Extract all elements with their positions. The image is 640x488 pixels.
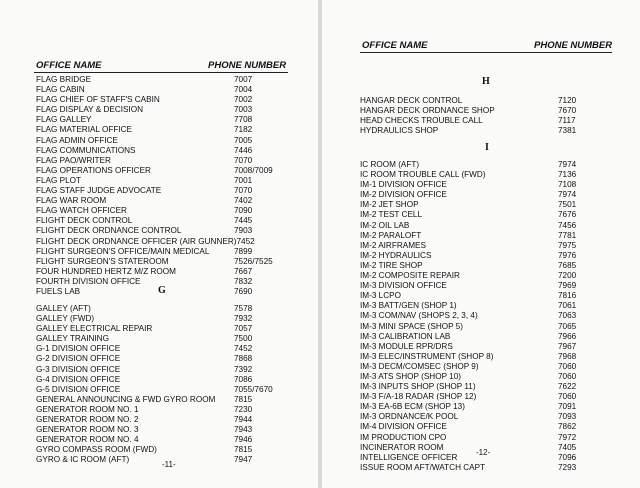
office-name: IM-3 CALIBRATION LAB	[360, 331, 451, 341]
phone-number: 7943	[234, 425, 253, 435]
phone-number: 7667	[234, 266, 253, 276]
office-name: FLIGHT DECK ORDNANCE OFFICER (AIR GUNNER)	[36, 236, 237, 246]
directory-entry	[360, 221, 604, 231]
office-name: HANGAR DECK CONTROL	[360, 96, 463, 105]
phone-number: 7670	[558, 106, 577, 116]
phone-number: 7001	[234, 175, 253, 185]
office-name: GENERATOR ROOM NO. 4	[36, 435, 139, 445]
phone-number: 7944	[234, 415, 253, 425]
directory-entry	[36, 304, 280, 314]
directory-entry	[36, 415, 280, 425]
directory-entry	[360, 200, 604, 210]
office-name: IM-4 DIVISION OFFICE	[360, 422, 447, 432]
directory-entry	[360, 170, 604, 180]
directory-entry	[360, 422, 604, 432]
directory-entry	[360, 231, 604, 241]
phone-number: 7781	[558, 230, 577, 240]
office-name: IM-2 DIVISION OFFICE	[360, 190, 447, 200]
phone-number: 7070	[234, 155, 253, 165]
office-name: IM-3 INPUTS SHOP (SHOP 11)	[360, 382, 476, 392]
phone-number: 7815	[234, 394, 253, 404]
directory-entry	[360, 190, 604, 200]
office-name: IM-3 DIVISION OFFICE	[360, 281, 447, 291]
office-name: FOURTH DIVISION OFFICE	[36, 276, 141, 286]
office-name: IM-2 PARALOFT	[360, 230, 422, 240]
office-name: GENERATOR ROOM NO. 2	[36, 415, 139, 425]
directory-entry	[360, 392, 604, 402]
office-name: IM-3 ORDNANCE/K POOL	[360, 412, 459, 422]
directory-entry	[360, 433, 604, 443]
office-name: IM PRODUCTION CPO	[360, 432, 447, 442]
office-name: IM-3 ELEC/INSTRUMENT (SHOP 8)	[360, 351, 494, 361]
phone-number: 7293	[558, 462, 577, 472]
office-name-header: OFFICE NAME	[36, 60, 102, 71]
phone-number: 7120	[558, 96, 577, 105]
directory-entry	[36, 237, 280, 247]
phone-number: 7063	[558, 311, 577, 321]
directory-entry	[36, 314, 280, 324]
header-rule	[360, 52, 612, 53]
office-name: GALLEY (AFT)	[36, 304, 91, 313]
directory-entry	[360, 382, 604, 392]
directory-list-h	[360, 96, 604, 136]
directory-entry	[36, 445, 280, 455]
phone-number: 7868	[234, 354, 253, 364]
phone-number: 7060	[558, 392, 577, 402]
directory-entry	[360, 322, 604, 332]
office-name: HEAD CHECKS TROUBLE CALL	[360, 116, 483, 126]
directory-entry	[360, 372, 604, 382]
directory-entry	[36, 257, 280, 267]
phone-number: 7117	[558, 116, 576, 126]
office-name: FLIGHT DECK ORDNANCE CONTROL	[36, 226, 182, 236]
directory-entry	[36, 146, 280, 156]
directory-entry	[360, 160, 604, 170]
office-name: G-1 DIVISION OFFICE	[36, 344, 121, 354]
directory-entry	[360, 332, 604, 342]
directory-entry	[36, 344, 280, 354]
office-name: FLAG COMMUNICATIONS	[36, 145, 136, 155]
phone-number: 7903	[234, 226, 253, 236]
phone-number: 7976	[558, 250, 577, 260]
phone-number: 7182	[234, 125, 253, 135]
office-name: IM-3 MODULE RPR/DRS	[360, 341, 453, 351]
directory-entry	[36, 365, 280, 375]
phone-number: 7230	[234, 404, 253, 414]
directory-entry	[36, 395, 280, 405]
directory-entry	[36, 125, 280, 135]
office-name: G-2 DIVISION OFFICE	[36, 354, 121, 364]
directory-entry	[360, 271, 604, 281]
office-name: IM-3 COM/NAV (SHOPS 2, 3, 4)	[360, 311, 478, 321]
office-name: GENERATOR ROOM NO. 1	[36, 404, 139, 414]
phone-number: 7975	[558, 240, 577, 250]
office-name: FLIGHT SURGEON'S OFFICE/MAIN MEDICAL	[36, 246, 210, 256]
phone-number: 7070	[234, 186, 253, 196]
office-name: IM-3 MINI SPACE (SHOP 5)	[360, 321, 463, 331]
phone-number: 7622	[558, 382, 577, 392]
directory-entry	[36, 435, 280, 445]
phone-number: 7501	[558, 200, 577, 210]
office-name: FOUR HUNDRED HERTZ M/Z ROOM	[36, 266, 176, 276]
office-name: IM-2 OIL LAB	[360, 220, 410, 230]
office-name: FLAG CHIEF OF STAFF'S CABIN	[36, 95, 160, 105]
office-name: HANGAR DECK ORDNANCE SHOP	[360, 106, 495, 116]
directory-entry	[36, 247, 280, 257]
phone-number: 7008/7009	[234, 165, 273, 175]
section-letter-i: I	[485, 142, 489, 153]
office-name: FLIGHT DECK CONTROL	[36, 216, 133, 226]
office-name: INCINERATOR ROOM	[360, 442, 444, 452]
phone-number: 7405	[558, 442, 577, 452]
directory-entry	[36, 334, 280, 344]
directory-entry	[36, 354, 280, 364]
directory-list-i	[360, 160, 604, 473]
directory-entry	[360, 116, 604, 126]
directory-entry	[360, 261, 604, 271]
phone-number: 7456	[558, 220, 577, 230]
phone-number: 7676	[558, 210, 577, 220]
phone-number: 7862	[558, 422, 577, 432]
office-name: FLAG MATERIAL OFFICE	[36, 125, 132, 135]
phone-number: 7060	[558, 361, 577, 371]
office-name: FLAG OPERATIONS OFFICER	[36, 165, 151, 175]
phone-number: 7452	[236, 236, 255, 246]
office-name: HYDRAULICS SHOP	[360, 126, 439, 136]
directory-entry	[360, 402, 604, 412]
left-page	[0, 0, 318, 488]
office-name: IM-3 EA-6B ECM (SHOP 13)	[360, 402, 465, 412]
office-name: GYRO COMPASS ROOM (FWD)	[36, 445, 157, 455]
phone-number: 7090	[234, 206, 253, 216]
phone-number: 7200	[558, 271, 577, 281]
phone-number: 7445	[234, 216, 253, 226]
phone-number: 7969	[558, 281, 577, 291]
phone-number: 7093	[558, 412, 577, 422]
phone-number: 7065	[558, 321, 577, 331]
office-name: IC ROOM TROUBLE CALL (FWD)	[360, 170, 486, 180]
office-name: IM-3 ATS SHOP (SHOP 10)	[360, 371, 462, 381]
phone-number: 7003	[234, 105, 253, 115]
phone-number-header: PHONE NUMBER	[534, 40, 613, 51]
office-name: FLAG BRIDGE	[36, 75, 92, 84]
directory-entry	[36, 156, 280, 166]
office-name: FLAG PLOT	[36, 175, 82, 185]
phone-number: 7381	[558, 126, 577, 136]
office-name: GALLEY ELECTRICAL REPAIR	[36, 324, 153, 334]
directory-entry	[360, 251, 604, 261]
phone-number: 7708	[234, 115, 253, 125]
office-name: IM-3 LCPO	[360, 291, 401, 301]
directory-entry	[36, 196, 280, 206]
office-name: FLAG PAO/WRITER	[36, 155, 111, 165]
office-name-header: OFFICE NAME	[362, 40, 428, 51]
directory-entry	[360, 301, 604, 311]
directory-entry	[36, 385, 280, 395]
phone-number: 7685	[558, 260, 577, 270]
directory-entry	[36, 186, 280, 196]
phone-number: 7055/7670	[234, 384, 273, 394]
office-name: GENERATOR ROOM NO. 3	[36, 425, 139, 435]
directory-entry	[360, 241, 604, 251]
phone-number: 7061	[558, 301, 577, 311]
phone-number: 7002	[234, 95, 253, 105]
directory-entry	[36, 166, 280, 176]
phone-number: 7946	[234, 435, 253, 445]
section-letter-h: H	[482, 76, 490, 87]
office-name: GALLEY (FWD)	[36, 314, 95, 324]
office-name: G-5 DIVISION OFFICE	[36, 384, 121, 394]
phone-number: 7932	[234, 314, 253, 324]
office-name: IM-2 JET SHOP	[360, 200, 419, 210]
office-name: IM-3 F/A-18 RADAR (SHOP 12)	[360, 392, 477, 402]
directory-entry	[360, 311, 604, 321]
section-letter-g: G	[158, 285, 166, 296]
phone-number: 7086	[234, 374, 253, 384]
office-name: IM-2 TIRE SHOP	[360, 260, 423, 270]
directory-entry	[360, 362, 604, 372]
phone-number: 7007	[234, 75, 253, 84]
phone-number: 7690	[234, 286, 253, 296]
phone-number: 7060	[558, 371, 577, 381]
phone-number: 7967	[558, 341, 577, 351]
office-name: FLAG WATCH OFFICER	[36, 206, 127, 216]
phone-number: 7446	[234, 145, 253, 155]
directory-entry	[36, 115, 280, 125]
phone-number: 7899	[234, 246, 253, 256]
header-rule	[34, 72, 288, 73]
office-name: ISSUE ROOM AFT/WATCH CAPT	[360, 462, 486, 472]
office-name: IM-1 DIVISION OFFICE	[360, 180, 447, 190]
directory-entry	[36, 226, 280, 236]
phone-number: 7974	[558, 190, 577, 200]
phone-number: 7402	[234, 196, 253, 206]
phone-number: 7136	[558, 170, 577, 180]
directory-entry	[360, 291, 604, 301]
phone-number: 7005	[234, 135, 253, 145]
phone-number: 7966	[558, 331, 577, 341]
directory-entry	[360, 180, 604, 190]
directory-entry	[36, 105, 280, 115]
office-name: FLAG STAFF JUDGE ADVOCATE	[36, 186, 162, 196]
office-name: FUELS LAB	[36, 286, 81, 296]
office-name: INTELLIGENCE OFFICER	[360, 452, 458, 462]
office-name: IM-2 COMPOSITE REPAIR	[360, 271, 460, 281]
office-name: FLAG WAR ROOM	[36, 196, 107, 206]
office-name: FLAG ADMIN OFFICE	[36, 135, 118, 145]
directory-entry	[360, 106, 604, 116]
directory-entry	[360, 463, 604, 473]
office-name: IM-3 DECM/COMSEC (SHOP 9)	[360, 361, 479, 371]
office-name: G-3 DIVISION OFFICE	[36, 364, 121, 374]
office-name: FLAG DISPLAY & DECISION	[36, 105, 144, 115]
directory-entry	[36, 136, 280, 146]
office-name: GENERAL ANNOUNCING & FWD GYRO ROOM	[36, 394, 216, 404]
phone-number: 7057	[234, 324, 253, 334]
office-name: FLAG GALLEY	[36, 115, 92, 125]
directory-entry	[360, 210, 604, 220]
phone-number: 7972	[558, 432, 577, 442]
phone-number: 7096	[558, 452, 577, 462]
directory-entry	[36, 176, 280, 186]
directory-entry	[360, 352, 604, 362]
office-name: IM-2 TEST CELL	[360, 210, 423, 220]
directory-entry	[360, 96, 604, 106]
phone-number: 7815	[234, 445, 253, 455]
phone-number: 7974	[558, 160, 577, 169]
directory-entry	[360, 281, 604, 291]
directory-entry	[36, 75, 280, 85]
directory-list-f	[36, 75, 280, 297]
office-name: GYRO & IC ROOM (AFT)	[36, 455, 130, 465]
directory-entry	[36, 95, 280, 105]
directory-entry	[360, 412, 604, 422]
phone-number: 7004	[234, 85, 253, 95]
directory-entry	[36, 425, 280, 435]
phone-number: 7452	[234, 344, 253, 354]
directory-entry	[36, 216, 280, 226]
phone-number: 7947	[234, 455, 253, 465]
office-name: G-4 DIVISION OFFICE	[36, 374, 121, 384]
office-name: IM-2 HYDRAULICS	[360, 250, 432, 260]
directory-entry	[360, 342, 604, 352]
phone-number: 7968	[558, 351, 577, 361]
phone-number: 7526/7525	[234, 256, 273, 266]
phone-number-header: PHONE NUMBER	[208, 60, 287, 71]
office-name: IM-3 BATT/GEN (SHOP 1)	[360, 301, 457, 311]
phone-number: 7392	[234, 364, 253, 374]
directory-list-g	[36, 304, 280, 466]
directory-entry	[36, 85, 280, 95]
phone-number: 7832	[234, 276, 253, 286]
directory-entry	[360, 126, 604, 136]
right-page	[322, 0, 640, 488]
directory-entry	[36, 324, 280, 334]
directory-entry	[36, 375, 280, 385]
phone-number: 7500	[234, 334, 253, 344]
office-name: FLAG CABIN	[36, 85, 85, 95]
office-name: FLIGHT SURGEON'S STATEROOM	[36, 256, 169, 266]
directory-entry	[36, 455, 280, 465]
page-number: -12-	[476, 448, 491, 457]
office-name: IM-2 AIRFRAMES	[360, 240, 426, 250]
phone-number: 7091	[558, 402, 577, 412]
phone-number: 7578	[234, 304, 253, 313]
directory-entry	[36, 206, 280, 216]
page-number: -11-	[162, 460, 176, 469]
phone-number: 7816	[558, 291, 577, 301]
directory-entry	[36, 267, 280, 277]
directory-entry	[36, 405, 280, 415]
office-name: IC ROOM (AFT)	[360, 160, 420, 169]
office-name: GALLEY TRAINING	[36, 334, 109, 344]
phone-number: 7108	[558, 180, 577, 190]
